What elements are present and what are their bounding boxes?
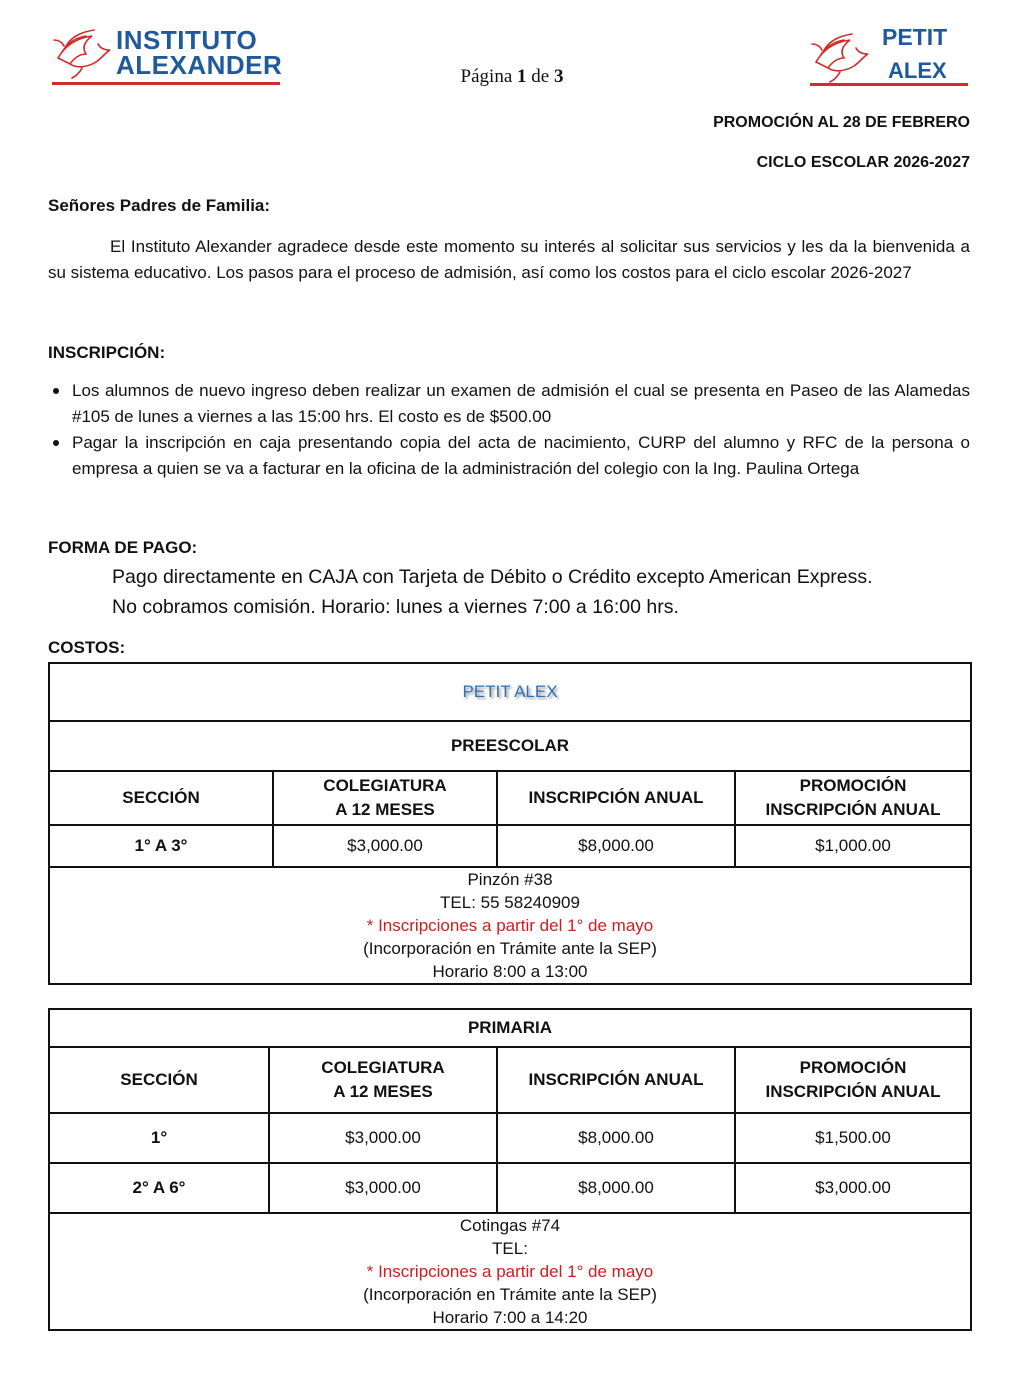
cell-inscripcion: $8,000.00	[497, 825, 735, 867]
inscripcion-title: INSCRIPCIÓN:	[48, 343, 166, 362]
forma-pago-text: Pago directamente en CAJA con Tarjeta de Débito o Crédito excepto American Express. No cobramos comisión. Horario: lunes a viernes 7:00 a 16:00 hrs.	[112, 566, 873, 618]
table-row	[49, 1113, 971, 1163]
bullet-icon	[53, 388, 59, 394]
campus-address: Cotingas #74	[459, 1216, 561, 1235]
cell-inscripcion: $8,000.00	[497, 1163, 735, 1213]
campus-address: Pinzón #38	[467, 870, 553, 889]
page-number: Página 1 de 3	[460, 66, 564, 87]
cell-seccion: 1°	[49, 1113, 269, 1163]
campus-schedule: Horario 7:00 a 14:20	[432, 1308, 588, 1327]
table-row	[49, 825, 971, 867]
petit-alex-logo	[810, 22, 970, 88]
cell-promocion: $3,000.00	[735, 1163, 971, 1213]
column-header-seccion: SECCIÓN	[49, 771, 273, 825]
cell-promocion: $1,000.00	[735, 825, 971, 867]
logo-underline	[810, 83, 968, 86]
cell-seccion: 1° A 3°	[49, 825, 273, 867]
cell-colegiatura: $3,000.00	[269, 1163, 497, 1213]
preescolar-cost-table	[48, 662, 972, 985]
table-info-row	[49, 1213, 971, 1330]
column-header-promocion: PROMOCIÓN INSCRIPCIÓN ANUAL	[735, 1047, 971, 1113]
column-header-seccion: SECCIÓN	[49, 1047, 269, 1113]
column-header-colegiatura: COLEGIATURA A 12 MESES	[273, 771, 497, 825]
table-level-title: PREESCOLAR	[49, 721, 971, 771]
logo-wordmark: INSTITUTO ALEXANDER	[116, 25, 283, 80]
costos-title: COSTOS:	[48, 638, 126, 657]
enrollment-notice: * Inscripciones a partir del 1° de mayo	[366, 1262, 654, 1281]
table-row	[49, 1163, 971, 1213]
promo-heading: PROMOCIÓN AL 28 DE FEBRERO	[713, 114, 970, 131]
cell-seccion: 2° A 6°	[49, 1163, 269, 1213]
sep-incorporation: (Incorporación en Trámite ante la SEP)	[363, 939, 657, 958]
campus-phone: TEL: 55 58240909	[440, 893, 580, 912]
primaria-cost-table	[48, 1008, 972, 1331]
campus-info	[49, 867, 971, 984]
enrollment-notice: * Inscripciones a partir del 1° de mayo	[366, 916, 654, 935]
logo-wordmark-line2: ALEX	[888, 58, 947, 83]
forma-pago-title: FORMA DE PAGO:	[48, 538, 198, 557]
sep-incorporation: (Incorporación en Trámite ante la SEP)	[363, 1285, 657, 1304]
logo-wordmark-line1: PETIT	[882, 24, 948, 50]
campus-schedule: Horario 8:00 a 13:00	[432, 962, 588, 981]
cell-colegiatura: $3,000.00	[273, 825, 497, 867]
column-header-promocion: PROMOCIÓN INSCRIPCIÓN ANUAL	[735, 771, 971, 825]
column-header-colegiatura: COLEGIATURA A 12 MESES	[269, 1047, 497, 1113]
cell-inscripcion: $8,000.00	[497, 1113, 735, 1163]
table-brand-title: PETIT ALEX	[49, 663, 971, 721]
cell-colegiatura: $3,000.00	[269, 1113, 497, 1163]
column-header-inscripcion: INSCRIPCIÓN ANUAL	[497, 771, 735, 825]
intro-paragraph: El Instituto Alexander agradece desde este momento su interés al solicitar sus servicios y les da la bienvenida a su sistema educativo. Los pasos para el proceso de admisión, así como los costos para el ciclo escolar 2026-2027	[48, 237, 970, 282]
inscripcion-list	[48, 378, 970, 482]
dove-icon	[810, 32, 872, 84]
table-level-title: PRIMARIA	[49, 1009, 971, 1047]
bullet-icon	[53, 440, 59, 446]
cycle-heading: CICLO ESCOLAR 2026-2027	[756, 154, 970, 171]
campus-phone: TEL:	[492, 1239, 528, 1258]
cell-promocion: $1,500.00	[735, 1113, 971, 1163]
salutation: Señores Padres de Familia:	[48, 196, 271, 215]
list-item: Pagar la inscripción en caja presentando copia del acta de nacimiento, CURP del alumno y RFC de la persona o empresa a quien se va a facturar en la oficina de la administración del colegio con la Ing. Paulina Ortega	[48, 430, 970, 482]
table-info-row	[49, 867, 971, 984]
list-item: Los alumnos de nuevo ingreso deben realizar un examen de admisión el cual se presenta en Paseo de las Alamedas #105 de lunes a viernes a las 15:00 hrs. El costo es de $500.00	[48, 378, 970, 430]
column-header-inscripcion: INSCRIPCIÓN ANUAL	[497, 1047, 735, 1113]
campus-info	[49, 1213, 971, 1330]
